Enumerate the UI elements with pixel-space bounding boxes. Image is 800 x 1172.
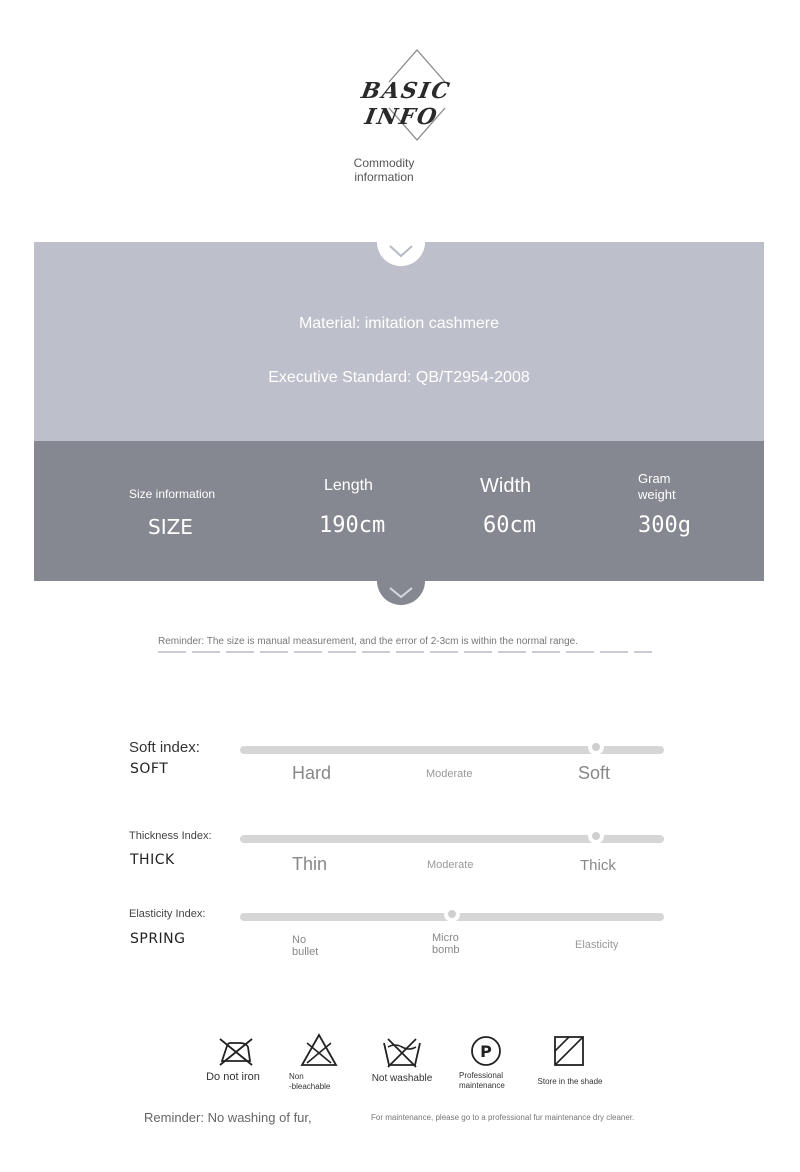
thickness-index-title: Thickness Index: bbox=[129, 830, 212, 842]
thick-mid-label: Moderate bbox=[427, 859, 474, 871]
chevron-down-icon bbox=[377, 222, 425, 266]
size-code: SIZE bbox=[148, 515, 193, 539]
length-header: Length bbox=[324, 477, 373, 494]
banner-size-panel bbox=[34, 441, 764, 581]
thick-right-label: Thick bbox=[580, 857, 616, 874]
thickness-index-track bbox=[240, 835, 664, 843]
size-reminder: Reminder: The size is manual measurement, and the error of 2-3cm is within the normal range. bbox=[158, 636, 579, 647]
thick-left-label: Thin bbox=[292, 854, 328, 874]
soft-index-marker bbox=[589, 740, 603, 754]
care-reminder-note: For maintenance, please go to a professional fur maintenance dry cleaner. bbox=[371, 1113, 635, 1122]
length-value: 190cm bbox=[319, 513, 386, 538]
section-subtitle: Commodity information bbox=[353, 156, 415, 184]
care-label-professional-maintenance: Professional maintenance bbox=[459, 1071, 505, 1090]
not-washable-icon bbox=[382, 1035, 422, 1069]
elasticity-index-track bbox=[240, 913, 664, 921]
care-reminder: Reminder: No washing of fur, bbox=[144, 1110, 312, 1125]
elasticity-index-title: Elasticity Index: bbox=[129, 908, 206, 920]
width-value: 60cm bbox=[483, 513, 536, 538]
non-bleachable-icon bbox=[299, 1033, 339, 1067]
chevron-down-icon bbox=[377, 578, 425, 608]
logo-text: BASIC INFO bbox=[359, 78, 454, 130]
gram-weight-header: Gram weight bbox=[638, 471, 676, 502]
professional-maintenance-icon bbox=[466, 1034, 506, 1068]
thickness-index-code: THICK bbox=[130, 852, 175, 868]
elastic-left-label: No bullet bbox=[292, 934, 319, 958]
gram-weight-value: 300g bbox=[638, 513, 691, 538]
soft-index-code: SOFT bbox=[130, 761, 169, 777]
thickness-index-marker bbox=[589, 829, 603, 843]
soft-index-title: Soft index: bbox=[129, 739, 200, 756]
care-label-non-bleachable: Non -bleachable bbox=[289, 1072, 331, 1091]
elasticity-index-code: SPRING bbox=[130, 931, 186, 947]
elastic-right-label: Elasticity bbox=[575, 939, 619, 951]
elasticity-index-marker bbox=[445, 907, 459, 921]
soft-index-track bbox=[240, 746, 664, 754]
do-not-iron-icon bbox=[216, 1035, 256, 1069]
divider bbox=[158, 651, 652, 653]
banner-material-panel bbox=[34, 242, 764, 441]
standard-text: Executive Standard: QB/T2954-2008 bbox=[268, 369, 530, 386]
care-label-not-washable: Not washable bbox=[371, 1073, 433, 1084]
size-info-label: Size information bbox=[129, 487, 216, 501]
material-text: Material: imitation cashmere bbox=[298, 315, 500, 332]
store-in-shade-icon bbox=[549, 1035, 589, 1069]
soft-left-label: Hard bbox=[292, 763, 332, 783]
soft-mid-label: Moderate bbox=[426, 768, 473, 780]
care-label-do-not-iron: Do not iron bbox=[206, 1071, 260, 1083]
svg-text:P: P bbox=[480, 1042, 492, 1061]
elastic-mid-label: Micro bomb bbox=[432, 932, 460, 956]
soft-right-label: Soft bbox=[578, 763, 611, 783]
care-label-store-in-shade: Store in the shade bbox=[537, 1077, 603, 1086]
width-header: Width bbox=[480, 475, 532, 497]
